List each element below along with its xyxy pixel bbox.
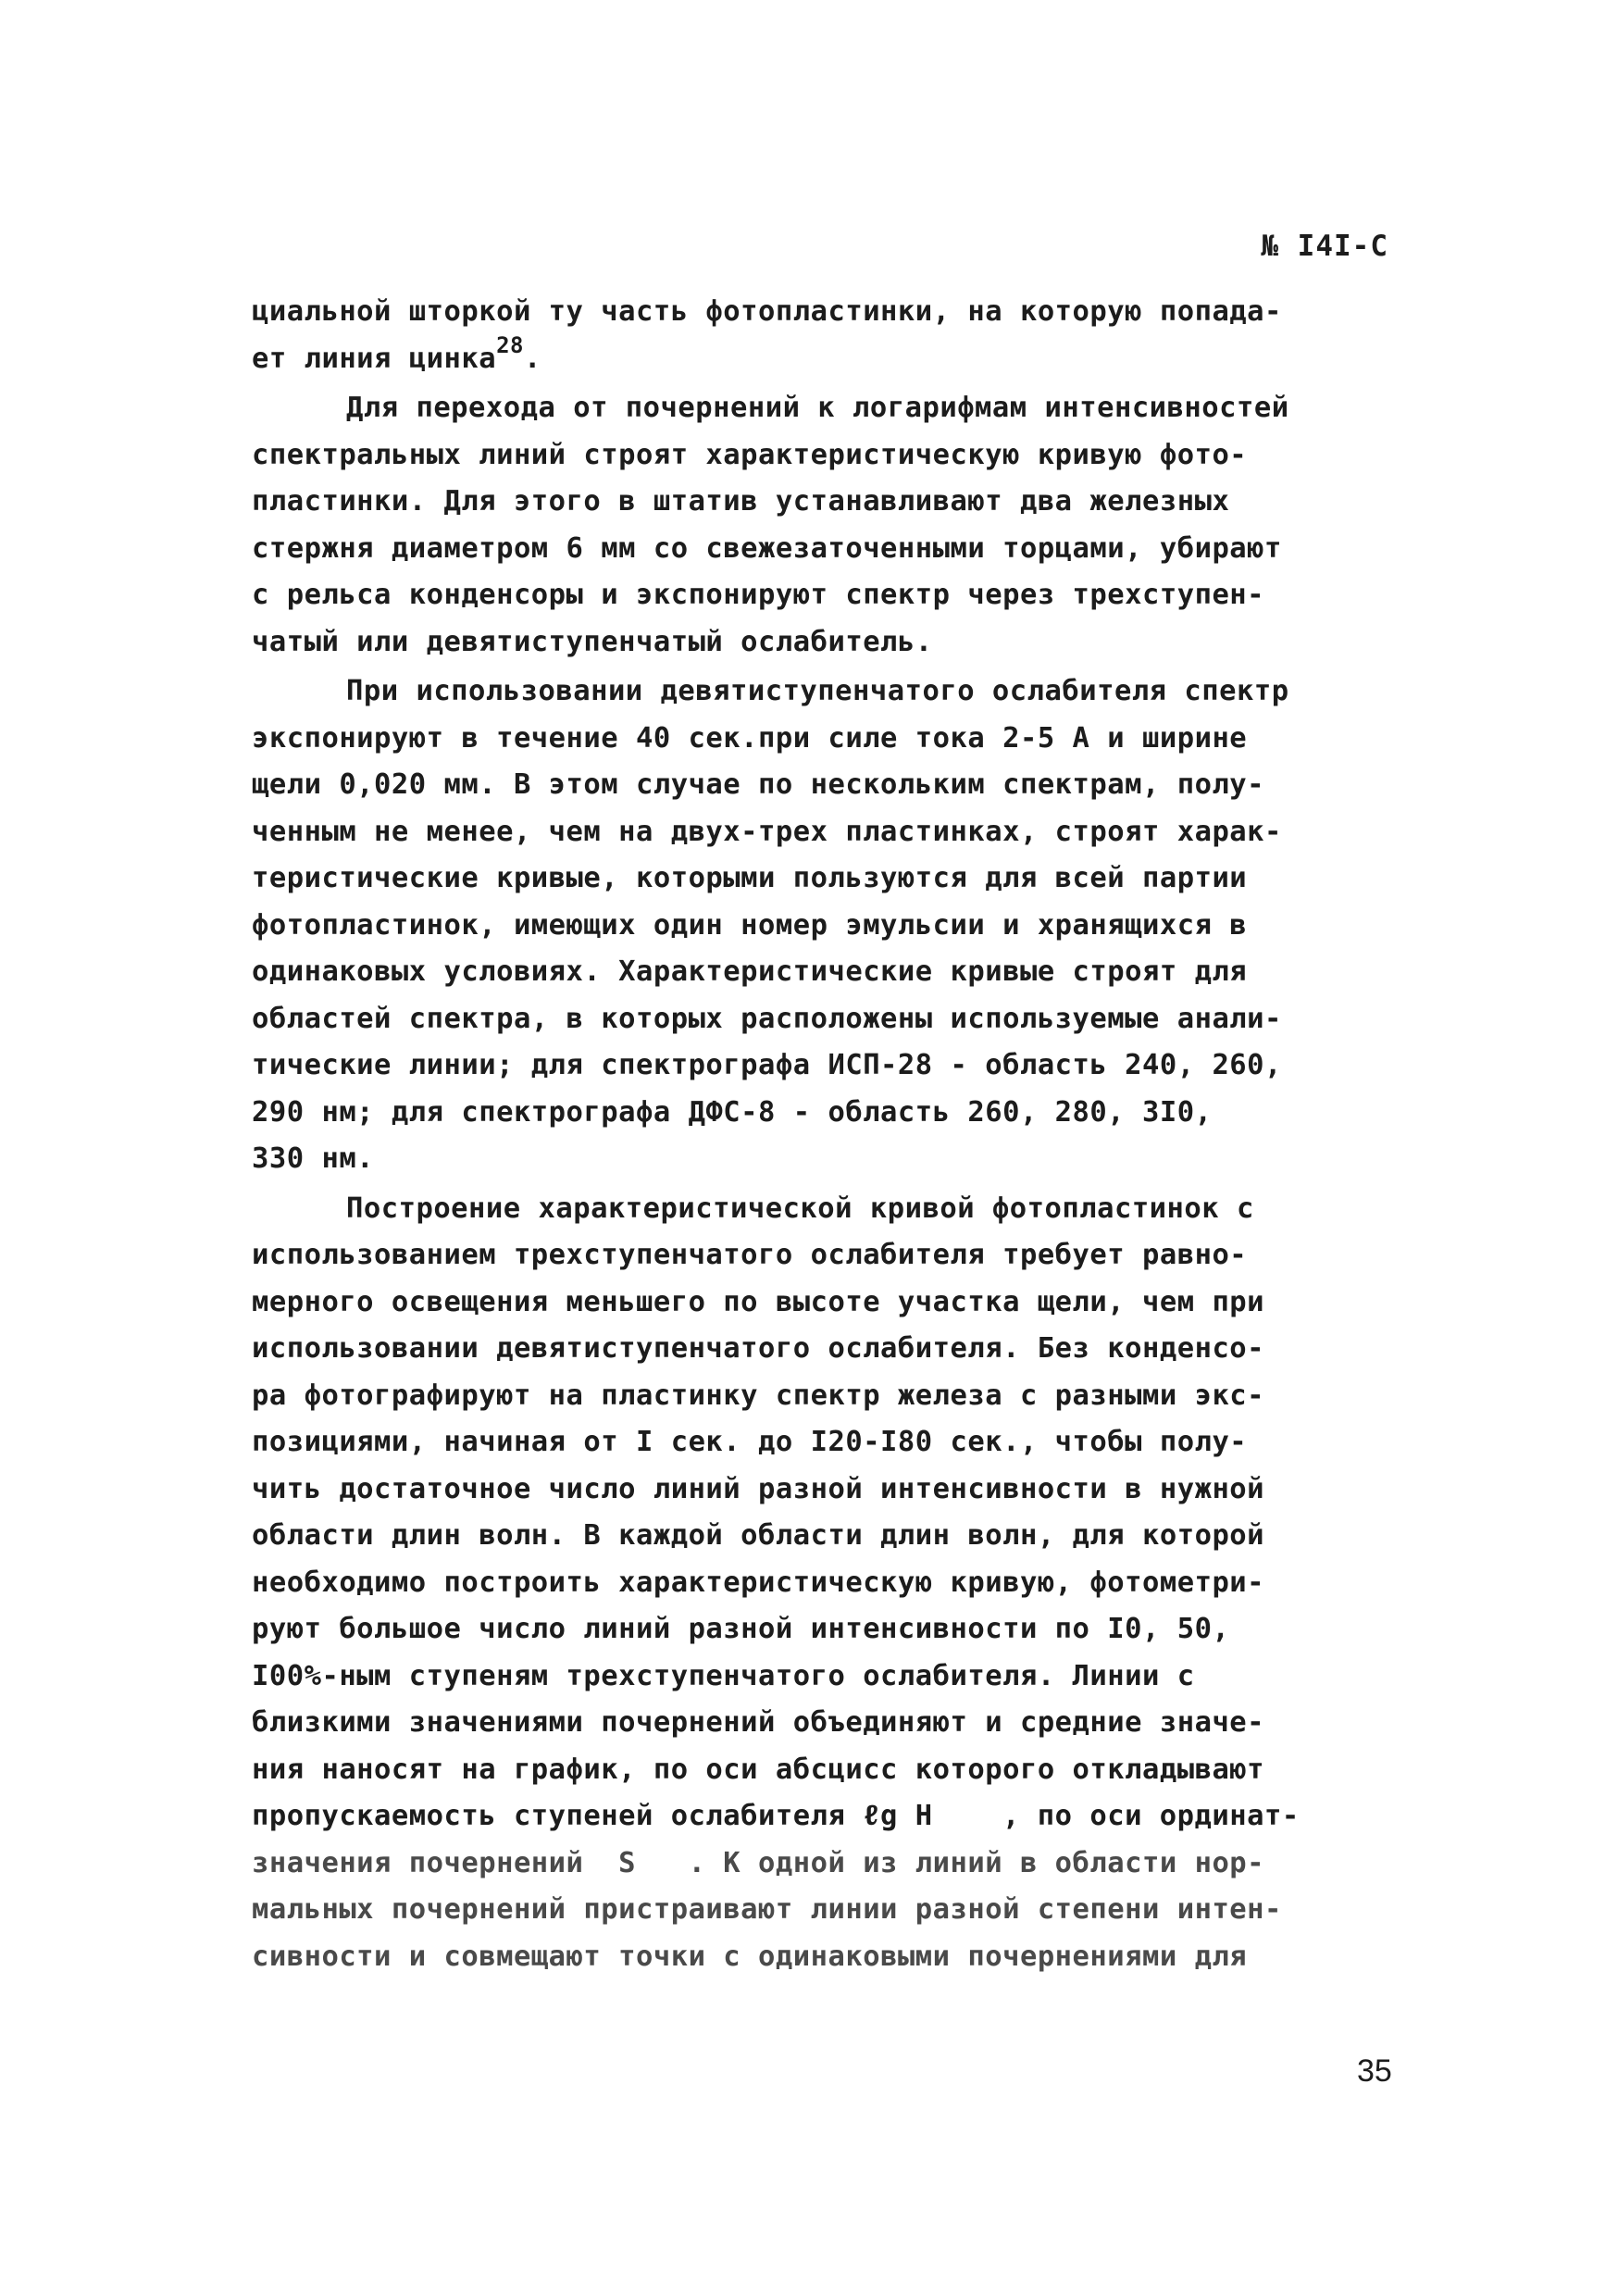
text-line: использовании девятиступенчатого ослабителя. Без конденсо- bbox=[252, 1332, 1265, 1365]
text-line: мальных почернений пристраивают линии разной степени интен- bbox=[252, 1893, 1282, 1926]
text-line: спектральных линий строят характеристическую кривую фото- bbox=[252, 438, 1248, 471]
text-line: близкими значениями почернений объединяют и средние значе- bbox=[252, 1706, 1265, 1739]
text-line-part: ет линия цинка bbox=[252, 342, 497, 375]
text-line: необходимо построить характеристическую кривую, фотометри- bbox=[252, 1566, 1265, 1599]
text-line: руют большое число линий разной интенсивности по I0, 50, bbox=[252, 1613, 1230, 1645]
text-line: 330 нм. bbox=[252, 1142, 375, 1175]
text-line: пластинки. Для этого в штатив устанавливают два железных bbox=[252, 485, 1230, 518]
text-line: значения почернений S . К одной из линий в области нор- bbox=[252, 1846, 1265, 1879]
document-number: № I4I-С bbox=[1261, 230, 1388, 263]
text-line: сивности и совмещают точки с одинаковыми почернениями для bbox=[252, 1940, 1248, 1973]
text-line: экспонируют в течение 40 сек.при силе тока 2-5 А и ширине bbox=[252, 721, 1248, 755]
text-line: с рельса конденсоры и экспонируют спектр через трехступен- bbox=[252, 579, 1265, 611]
text-line: позициями, начиная от I сек. до I20-I80 сек., чтобы полу- bbox=[252, 1426, 1248, 1458]
body-text bbox=[252, 289, 1400, 1980]
text-line: чить достаточное число линий разной интенсивности в нужной bbox=[252, 1472, 1265, 1505]
text-line: тические линии; для спектрографа ИСП-28 - область 240, 260, bbox=[252, 1049, 1282, 1081]
text-line: I00%-ным ступеням трехступенчатого ослабителя. Линии с bbox=[252, 1659, 1195, 1692]
text-line: пропускаемость ступеней ослабителя ℓg H , по оси ординат- bbox=[252, 1800, 1300, 1832]
text-line: чатый или девятиступенчатый ослабитель. bbox=[252, 625, 933, 658]
paragraph bbox=[252, 289, 1400, 382]
text-line: щели 0,020 мм. В этом случае по нескольким спектрам, полу- bbox=[252, 768, 1265, 801]
page-number: 35 bbox=[1357, 2053, 1392, 2089]
text-line: ра фотографируют на пластинку спектр железа с разными экс- bbox=[252, 1379, 1265, 1412]
text-line: Для перехода от почернений к логарифмам интенсивностей bbox=[346, 392, 1289, 424]
text-line: ченным не менее, чем на двух-трех пластинках, строят харак- bbox=[252, 815, 1282, 848]
text-line: При использовании девятиступенчатого ослабителя спектр bbox=[346, 675, 1289, 707]
paragraph bbox=[252, 385, 1400, 666]
footnote-reference: 28 bbox=[496, 331, 524, 358]
text-line: использованием трехступенчатого ослабителя требует равно- bbox=[252, 1239, 1248, 1271]
text-line: областей спектра, в которых расположены используемые анали- bbox=[252, 1002, 1282, 1035]
text-line: Построение характеристической кривой фотопластинок с bbox=[346, 1192, 1254, 1225]
text-line: теристические кривые, которыми пользуются для всей партии bbox=[252, 862, 1248, 894]
paragraph bbox=[252, 668, 1400, 1183]
text-line: ет линия цинка$^{28}$. bbox=[252, 331, 541, 375]
text-line: циальной шторкой ту часть фотопластинки, на которую попада- bbox=[252, 295, 1282, 328]
text-line: 290 нм; для спектрографа ДФС-8 - область 260, 280, 3I0, bbox=[252, 1095, 1213, 1129]
text-line: фотопластинок, имеющих один номер эмульсии и хранящихся в bbox=[252, 908, 1248, 942]
paragraph bbox=[252, 1186, 1400, 1981]
text-line: ния наносят на график, по оси абсцисс которого откладывают bbox=[252, 1753, 1265, 1786]
text-line: одинаковых условиях. Характеристические кривые строят для bbox=[252, 955, 1248, 988]
text-line: области длин волн. В каждой области длин волн, для которой bbox=[252, 1519, 1265, 1552]
text-line: мерного освещения меньшего по высоте участка щели, чем при bbox=[252, 1285, 1265, 1318]
text-line: стержня диаметром 6 мм со свежезаточенными торцами, убирают bbox=[252, 531, 1282, 565]
